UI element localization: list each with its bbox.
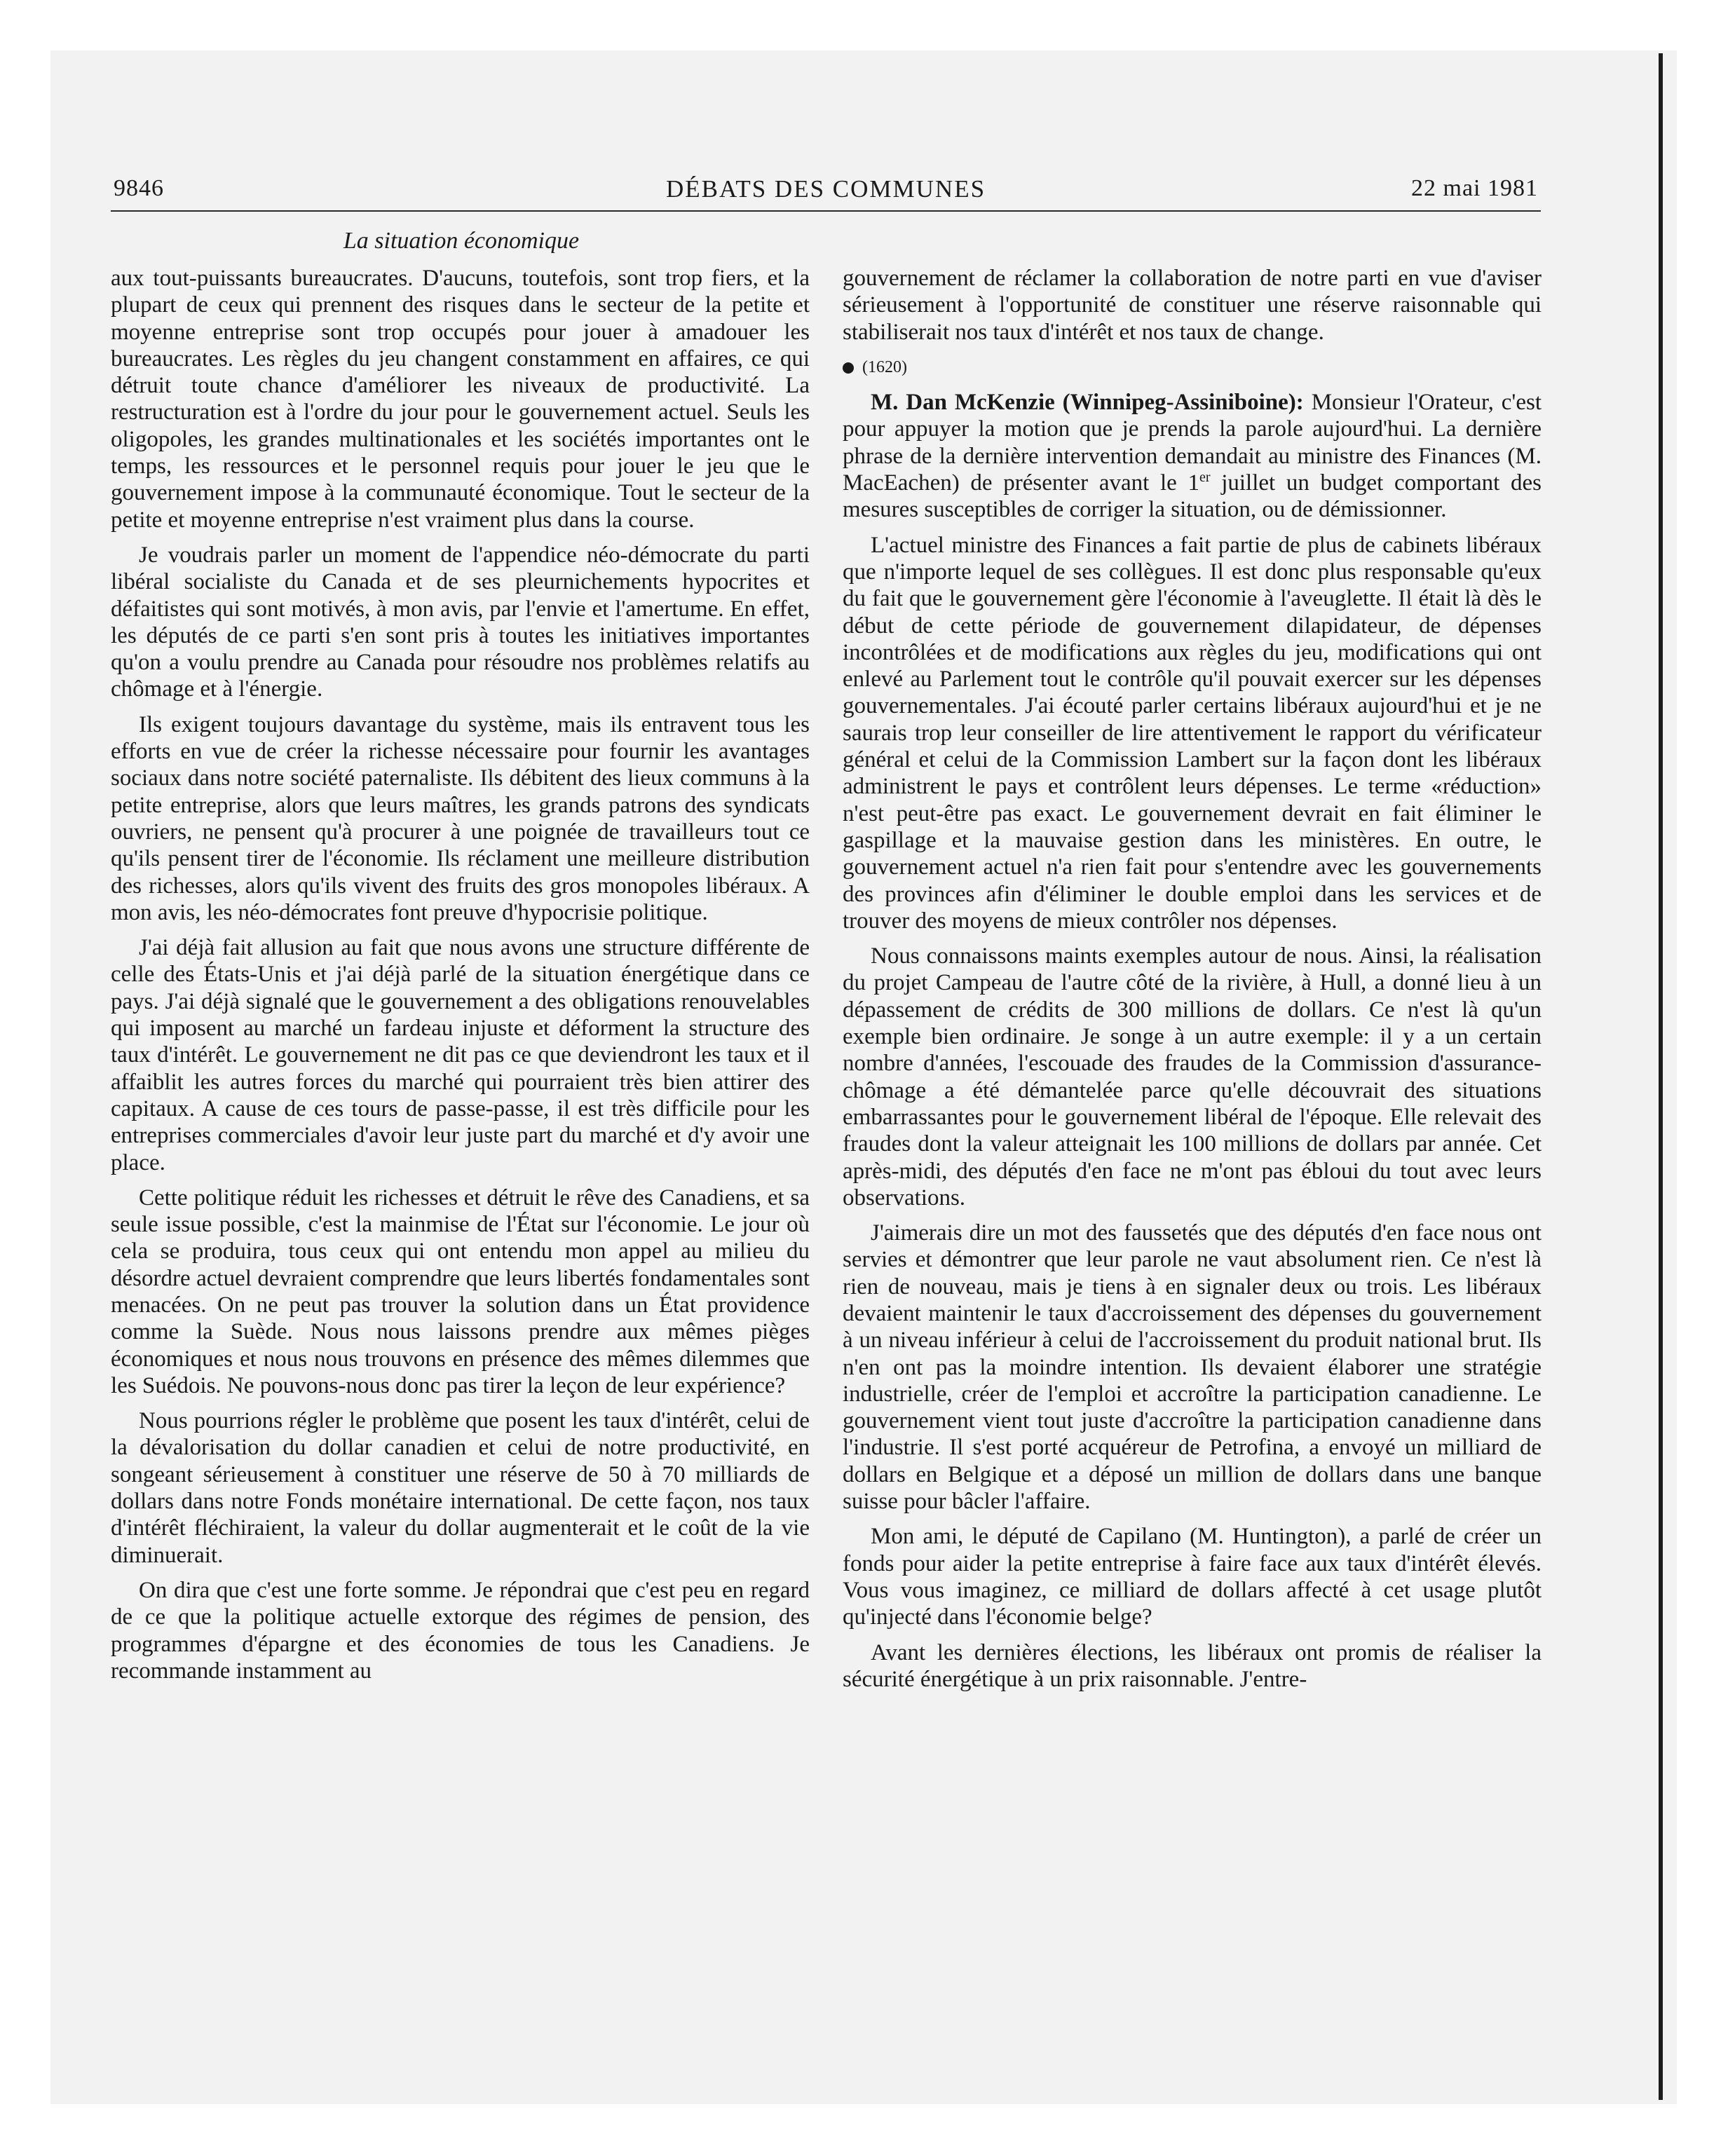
paragraph: On dira que c'est une forte somme. Je répondrai que c'est peu en regard de ce que la politique actuelle extorque des régimes de pension, des programmes d'épargne et des économies de tous les Canadiens. Je recommande instamment au [111,1577,810,1684]
paragraph: gouvernement de réclamer la collaboration de notre parti en vue d'aviser sérieusement à l'opportunité de constituer une réserve raisonnable qui stabiliserait nos taux d'intérêt et nos taux de change. [843,266,1542,345]
section-title: La situation économique [343,228,580,254]
speech-paragraph [843,389,1542,523]
paragraph: J'aimerais dire un mot des faussetés que des députés d'en face nous ont servies et démontrer que leur parole ne vaut absolument rien. Ce n'est là rien de nouveau, mais je tiens à en signaler deux ou trois. Les libéraux devaient maintenir le taux d'accroissement des dépenses du gouvernement à un niveau inférieur à celui de l'accroissement du produit national brut. Ils n'en ont pas la moindre intention. Ils devaient élaborer une stratégie industrielle, créer de l'emploi et accroître la participation canadienne. Le gouvernement vient tout juste d'accroître la participation canadienne dans l'industrie. Il s'est porté acquéreur de Petrofina, a envoyé un milliard de dollars en Belgique et a déposé un million de dollars dans une banque suisse pour bâcler l'affaire. [843,1220,1542,1515]
page-header [111,175,1541,212]
paragraph: Mon ami, le député de Capilano (M. Huntington), a parlé de créer un fonds pour aider la petite entreprise à faire face aux taux d'intérêt élevés. Vous vous imaginez, ce milliard de dollars affecté à cet usage plutôt qu'injecté dans l'économie belge? [843,1524,1542,1630]
paragraph: L'actuel ministre des Finances a fait partie de plus de cabinets libéraux que n'importe lequel de ses collègues. Il est donc plus responsable qu'eux du fait que le gouvernement gère l'économie à l'aveuglette. Il était là dès le début de cette période de gouvernement dilapidateur, de dépenses incontrôlées et de modifications aux règles du jeu, modifications qui ont enlevé au Parlement tout le contrôle qu'il pouvait exercer sur les dépenses gouvernementales. J'ai écouté parler certains libéraux aujourd'hui et je ne saurais trop leur conseiller de lire attentivement le rapport du vérificateur général et celui de la Commission Lambert sur la façon dont les libéraux administrent le pays et contrôlent leurs dépenses. Le terme «réduction» n'est peut-être pas exact. Le gouvernement devrait en fait éliminer le gaspillage et la mauvaise gestion dans les ministères. En outre, le gouvernement actuel n'a rien fait pour s'entendre avec les gouvernements des provinces afin d'éliminer le double emploi dans les services et de trouver des moyens de mieux contrôler nos dépenses. [843,532,1542,934]
paragraph: Avant les dernières élections, les libéraux ont promis de réaliser la sécurité énergétique à un prix raisonnable. J'entre- [843,1639,1542,1692]
page-number: 9846 [114,175,164,201]
paragraph: Nous connaissons maints exemples autour de nous. Ainsi, la réalisation du projet Campeau de l'autre côté de la rivière, à Hull, a donné lieu à un dépassement de crédits de 300 millions de dollars. Ce n'est là qu'un exemple bien ordinaire. Je songe à un autre exemple: il y a un certain nombre d'années, l'escouade des fraudes de la Commission d'assurance-chômage a été démantelée parce qu'elle découvrait des situations embarrassantes pour le gouvernement libéral de l'époque. Elle relevait des fraudes dont la valeur atteignait les 100 millions de dollars par année. Cet après-midi, des députés d'en face ne m'ont pas ébloui du tout avec leurs observations. [843,943,1542,1210]
speech-text: Monsieur l'Orateur, c'est pour appuyer la motion que je prends la parole aujourd'hui. La dernière phrase de la dernière intervention demandait au ministre des Finances (M. MacEachen) de présenter avant le 1 [843,390,1542,496]
paragraph: Ils exigent toujours davantage du système, mais ils entravent tous les efforts en vue de créer la richesse nécessaire pour fournir les avantages sociaux dans notre société paternaliste. Ils débitent des lieux communs à la petite entreprise, alors que leurs maîtres, les grands patrons des syndicats ouvriers, ne pensent qu'à procurer à une poignée de travailleurs tout ce qu'ils pensent tirer de l'économie. Ils réclament une meilleure distribution des richesses, alors qu'ils vivent des fruits des gros monopoles libéraux. A mon avis, les néo-démocrates font preuve d'hypocrisie politique. [111,711,810,925]
speech-text: juillet un budget comportant des mesures susceptibles de corriger la situation, ou de démissionner. [843,470,1542,523]
scan-edge-bar [1659,53,1663,2100]
left-column [111,265,810,1693]
superscript: er [1199,470,1211,486]
timestamp-marker [843,354,1542,381]
timestamp-text: (1620) [862,357,907,376]
page-date: 22 mai 1981 [1411,175,1538,201]
journal-title: DÉBATS DES COMMUNES [665,175,986,203]
right-column [843,265,1542,1701]
bullet-icon [843,362,854,374]
paragraph: Cette politique réduit les richesses et détruit le rêve des Canadiens, et sa seule issue possible, c'est la mainmise de l'État sur l'économie. Le jour où cela se produira, tous ceux qui ont entendu mon appel au milieu du désordre actuel devraient comprendre que leurs libertés fondamentales sont menacées. On ne peut pas trouver la solution dans un État providence comme la Suède. Nous nous laissons prendre aux mêmes pièges économiques et nous nous trouvons en présence des mêmes dilemmes que les Suédois. Ne pouvons-nous donc pas tirer la leçon de leur expérience? [111,1185,810,1398]
paragraph: J'ai déjà fait allusion au fait que nous avons une structure différente de celle des États-Unis et j'ai déjà parlé de la situation énergétique dans ce pays. J'ai déjà signalé que le gouvernement a des obligations renouvelables qui imposent au marché un fardeau injuste et déforment la structure des taux d'intérêt. Le gouvernement ne dit pas ce que deviendront les taux et il affaiblit les autres forces du marché qui pourraient très bien attirer des capitaux. A cause de ces tours de passe-passe, il est très difficile pour les entreprises commerciales d'avoir leur juste part du marché et d'y avoir une place. [111,935,810,1175]
paragraph: Nous pourrions régler le problème que posent les taux d'intérêt, celui de la dévalorisation du dollar canadien et celui de notre productivité, en songeant sérieusement à constituer une réserve de 50 à 70 milliards de dollars dans notre Fonds monétaire international. De cette façon, nos taux d'intérêt fléchiraient, la valeur du dollar augmenterait et le coût de la vie diminuerait. [111,1408,810,1568]
paragraph: Je voudrais parler un moment de l'appendice néo-démocrate du parti libéral socialiste du Canada et de ses pleurnichements hypocrites et défaitistes qui sont motivés, à mon avis, par l'envie et l'amertume. En effet, les députés de ce parti s'en sont pris à toutes les initiatives importantes qu'on a voulu prendre au Canada pour résoudre nos problèmes relatifs au chômage et à l'énergie. [111,542,810,702]
speaker-name: M. Dan McKenzie (Winnipeg-Assiniboine): [871,390,1304,416]
paragraph: aux tout-puissants bureaucrates. D'aucuns, toutefois, sont trop fiers, et la plupart de ceux qui prennent des risques dans le secteur de la petite et moyenne entreprise sont trop occupés pour jouer à amadouer les bureaucrates. Les règles du jeu changent constamment en affaires, ce qui détruit toute chance d'améliorer les niveaux de productivité. La restructuration est à l'ordre du jour pour le gouvernement actuel. Seuls les oligopoles, les grandes multinationales et les sociétés importantes ont le temps, les ressources et le personnel requis pour jouer le jeu que le gouvernement impose à la communauté économique. Tout le secteur de la petite et moyenne entreprise n'est vraiment plus dans la course. [111,266,810,533]
